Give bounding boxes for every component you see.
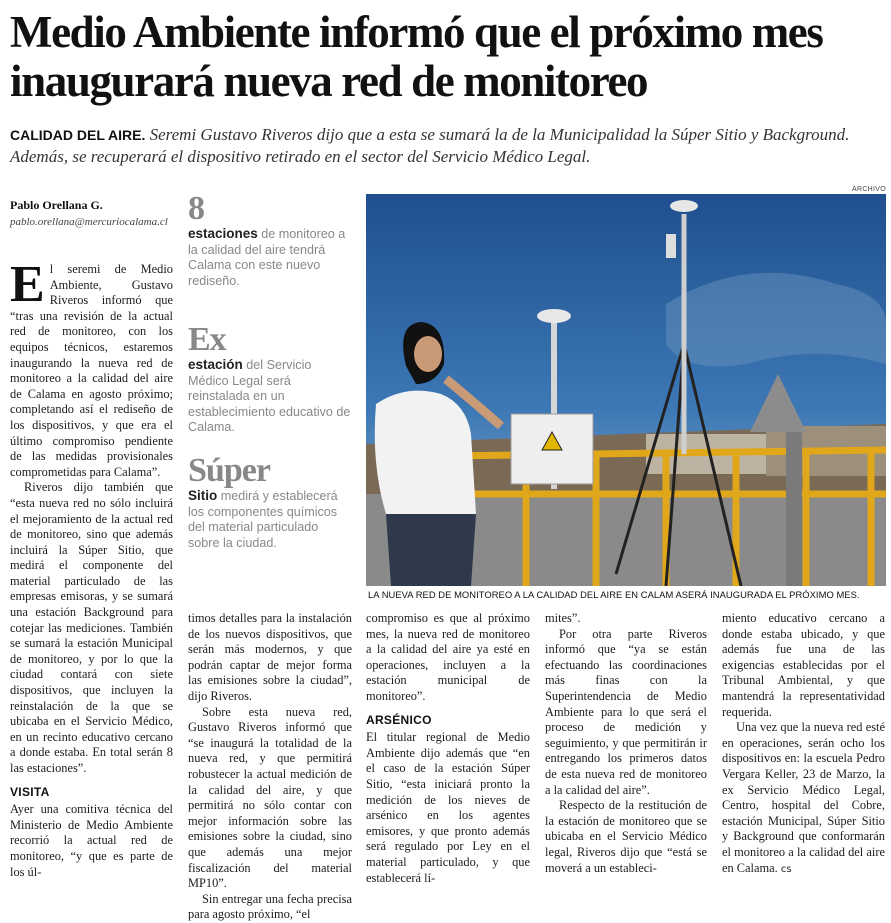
- photo: [366, 194, 886, 586]
- column-1: [10, 256, 173, 880]
- fact-bold: Sitio: [188, 488, 218, 503]
- cone-post: [786, 432, 802, 586]
- column-2: [188, 611, 352, 923]
- sensor-head: [670, 200, 698, 212]
- fact-body: del Servicio Médico Legal será reinstalada en un establecimiento educativo de Calama.: [188, 358, 351, 434]
- paragraph: El titular regional de Medio Ambiente dijo además que “en el caso de la estación Súper Sitio, “esta iniciará pronto la medición de los nieves de arsénico en los agentes emisores, y que pronto además será regulado por Ley en el material particulado, y que establecerá lí-: [366, 730, 530, 885]
- headline: Medio Ambiente informó que el próximo mes inaugurará nueva red de monitoreo: [10, 7, 823, 106]
- paragraph: miento educativo cercano a donde estaba ubicado, y que además fue una de las exigencias establecidas por el Tribunal Ambiental, y que mantendrá la representatividad requerida.: [722, 611, 885, 719]
- fact-body: de monitoreo a la calidad del aire tendrá Calama con este nuevo rediseño.: [188, 227, 346, 288]
- end-mark: cs: [780, 863, 792, 875]
- deck-kicker: CALIDAD DEL AIRE.: [10, 127, 146, 143]
- fact-bold: estaciones: [188, 226, 258, 241]
- column-5: [722, 611, 885, 877]
- paragraph: l seremi de Medio Ambiente, Gustavo Riveros informó que “tras una revisión de la actual red de monitoreo, con los equipos técnicos, estaremos inaugurando la nueva red de monitoreo a la calidad del aire de Calama en agosto próximo; completando así el rediseño de los dispositivos, y que era el último compromiso pendiente de las medidas provisionales comprometidas para Calama”.: [10, 262, 173, 479]
- sensor: [666, 234, 676, 258]
- fact-number: 8: [188, 190, 204, 227]
- paragraph: Respecto de la restitución de la estación de monitoreo que se ubicaba en el Servicio Médico legal, Riveros dijo que “está se moverá a un estableci-: [545, 798, 707, 875]
- column-3: [366, 611, 530, 886]
- fact-box: [188, 323, 353, 436]
- photo-credit: ARCHIVO: [852, 186, 886, 193]
- fact-text: [188, 226, 353, 289]
- paragraph: Sin entregar una fecha precisa para agosto próximo, “el: [188, 891, 352, 922]
- dropcap: E: [10, 256, 45, 313]
- sampler-head: [537, 309, 571, 323]
- monitoring-station-photo: [366, 194, 886, 586]
- fact-box: [188, 454, 353, 551]
- deck: [10, 124, 882, 168]
- fact-number: Ex: [188, 321, 226, 358]
- paragraph: mites”.: [545, 611, 581, 625]
- paragraph: Sobre esta nueva red, Gustavo Riveros informó que “se inaugurá la totalidad de la nueva red, y que permitirá robustecer la actual medición de la calidad del aire, y que permitirá no sólo contar con mejor información sobre las emisiones sobre la ciudad, sino que además una mejor fiscalización del material MP10”.: [188, 704, 352, 891]
- fact-box: [188, 192, 353, 289]
- paragraph: timos detalles para la instalación de los nuevos dispositivos, que serán más modernos, y que podrán captar de mejor forma las emisiones sobre la ciudad”, dijo Riveros.: [188, 611, 352, 703]
- fact-number: Súper: [188, 452, 270, 489]
- fact-bold: estación: [188, 357, 243, 372]
- paragraph: [722, 720, 885, 877]
- byline-email[interactable]: pablo.orellana@mercuriocalama.cl: [10, 216, 168, 228]
- paragraph: Por otra parte Riveros informó que “ya se están efectuando las coordinaciones más finas con la Superintendencia de Medio Ambiente para lo que será el proceso de medición y seguimiento, y que permitirán ir entregando los primeros datos de esta nueva red de monitoreo a la calidad del aire”.: [545, 626, 707, 797]
- paragraph: compromiso es que al próximo mes, la nueva red de monitoreo a la calidad del aire ya esté en operaciones, incluyen a la estación municipal de monitoreo”.: [366, 611, 530, 703]
- deck-text: Seremi Gustavo Riveros dijo que a esta se sumará la de la Municipalidad la Súper Sitio y Background. Además, se recuperará el dispositivo retirado en el sector del Servicio Médico Legal.: [10, 125, 850, 166]
- column-4: [545, 611, 707, 876]
- fact-text: [188, 488, 353, 551]
- subheading-visita: VISITA: [10, 784, 50, 799]
- fact-body: medirá y establecerá los componentes químicos del material particulado sobre la ciudad.: [188, 489, 338, 550]
- paragraph: Ayer una comitiva técnica del Ministerio de Medio Ambiente recorrió la actual red de monitoreo, “y que es parte de los úl-: [10, 802, 173, 879]
- paragraph-text: Una vez que la nueva red esté en operaciones, serán ocho los dispositivos en: la escuela Pedro Vergara Keller, 23 de Marzo, la ex Servicio Médico Legal, Centro, hospital del Cobre, estación Municipal, Súper Sitio y Background que conformarán el monitoreo a la calidad del aire en Calama.: [722, 720, 885, 875]
- paragraph: Riveros dijo también que “esta nueva red no sólo incluirá el mejoramiento de la actual red de monitoreo, sino que además incluirá la Súper Sitio, que medirá el componente del material particulado de las empresas emisoras, y se sumará una estación Background para cotejar las mediciones. También se sumará la estación Municipal de monitoreo, y por lo que la ciudad contará con siete dispositivos, que incluyen la reinstalación de la que se ubicaba en el Servicio Médico, en un recinto educativo cercano a donde estaba. En total serán 8 las estaciones”.: [10, 480, 173, 775]
- photo-caption: LA NUEVA RED DE MONITOREO A LA CALIDAD DEL AIRE EN CALAM ASERÁ INAUGURADA EL PRÓXIMO MES.: [368, 589, 860, 600]
- fact-text: [188, 357, 353, 436]
- subheading-arsenico: ARSÉNICO: [366, 712, 432, 727]
- byline-author: Pablo Orellana G.: [10, 198, 103, 212]
